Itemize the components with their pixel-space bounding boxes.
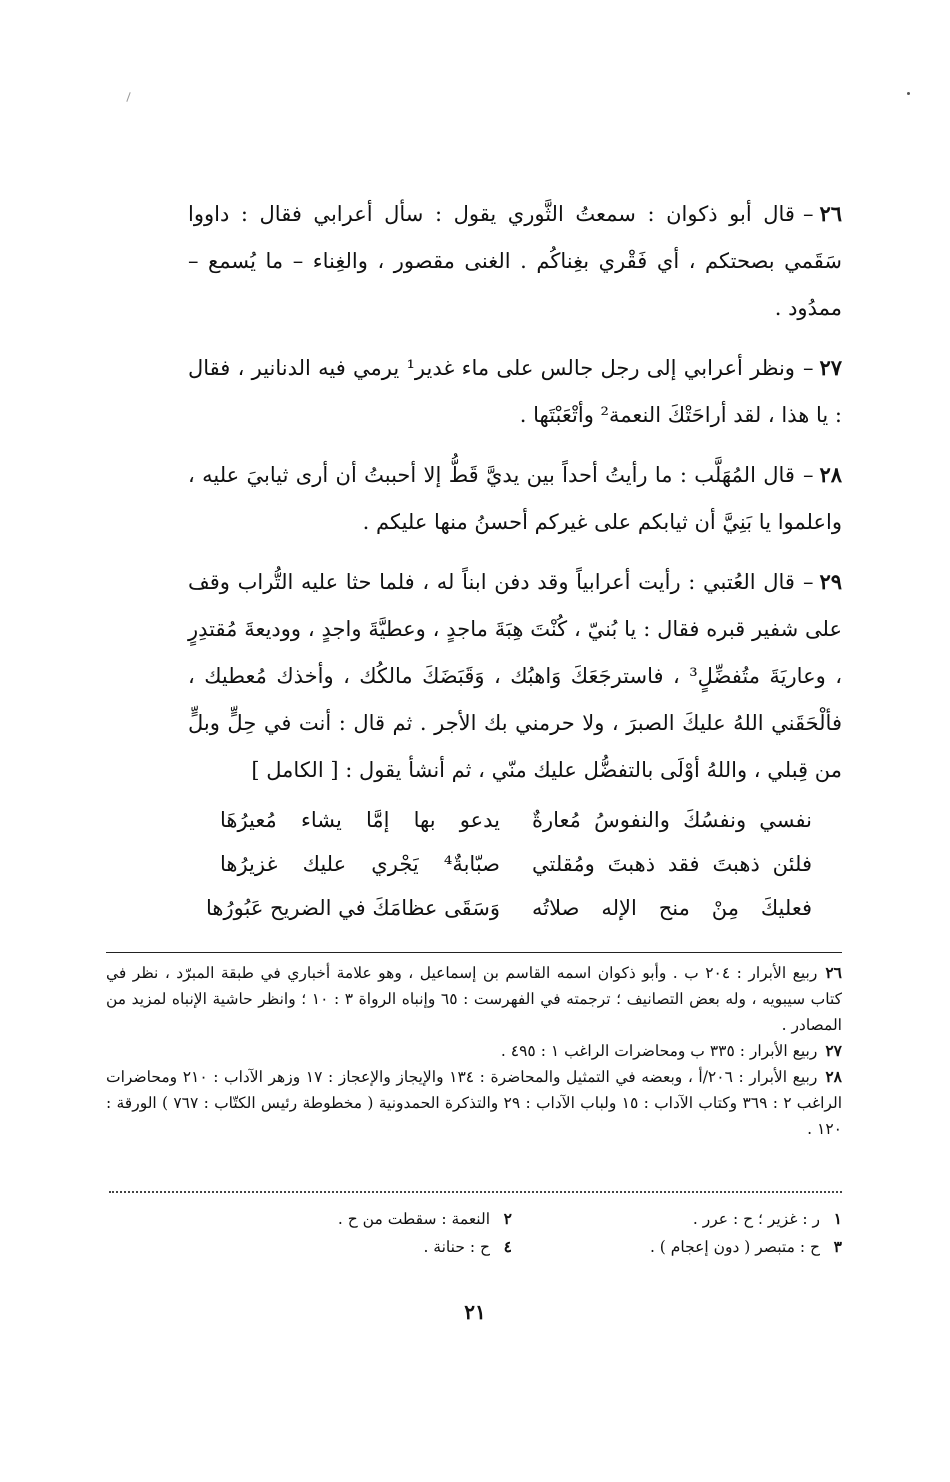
variant-row <box>106 1205 842 1233</box>
note-text: ربيع الأبرار : ٣٣٥ ب ومحاضرات الراغب ١ : ٤٩٥ . <box>500 1042 818 1060</box>
hemistich-second: وَسَقَى عظامَكَ في الضريح عَبُورُها <box>206 896 500 920</box>
paragraph-number: ٢٩ <box>819 569 842 594</box>
paragraph-27 <box>188 344 842 439</box>
scan-speck <box>907 92 910 95</box>
main-text <box>188 190 842 806</box>
hemistich-first: فعليكَ مِنْ منح الإله صلاتُه <box>532 896 812 920</box>
paragraph-text: قال أبو ذكوان : سمعتُ الثَّوري يقول : سأل أعرابي فقال : داووا سَقَمي بصحتكم ، أي فَقْري بغِناكُم . الغنى مقصور ، والغِناء – ما يُسمع – ممدُود . <box>188 202 842 320</box>
note-number: ٢٦ <box>825 963 842 982</box>
paragraph-number: ٢٦ <box>819 201 842 226</box>
variant-text: ر : غزير ؛ ح : عرر . <box>692 1210 820 1228</box>
poem-verse <box>206 886 812 930</box>
variant-number: ٤ <box>503 1237 512 1256</box>
variant-note <box>182 1205 512 1233</box>
poem <box>206 798 812 930</box>
variant-note <box>512 1233 842 1261</box>
paragraph-29 <box>188 558 842 794</box>
variant-row <box>106 1233 842 1261</box>
variant-notes <box>106 1205 842 1261</box>
note-text: ربيع الأبرار : ٢٠٦/أ ، وبعضه في التمثيل والمحاضرة : ١٣٤ والإيجاز والإعجاز : ١٧ وزهر الآداب : ٢١٠ ومحاضرات الراغب ٢ : ٣٦٩ وكتاب الآداب : ١٥ ولباب الآداب : ٢٩ والتذكرة الحمدونية ( مخطوطة رئيس الكتّاب : ٧٦٧ ) الورقة : ١٢٠ . <box>106 1068 843 1138</box>
hemistich-second: صبّابةٌ⁴ يَجْري عليك غزيرُها <box>220 852 500 876</box>
paragraph-dash: – <box>802 463 814 487</box>
variants-divider <box>109 1191 842 1193</box>
variant-text: ح : حنانة . <box>423 1238 490 1256</box>
paragraph-text: ونظر أعرابي إلى رجل جالس على ماء غدير¹ يرمي فيه الدنانير ، فقال : يا هذا ، لقد أراحَتْكَ النعمة² وأتْعَبْتَها . <box>188 356 842 427</box>
variant-number: ١ <box>833 1209 842 1228</box>
paragraph-28 <box>188 451 842 546</box>
hemistich-second: يدعو بها إمَّا يشاء مُعيرُهَا <box>220 808 500 832</box>
paragraph-26 <box>188 190 842 332</box>
variant-text: ح : متبصر ( دون إعجام ) . <box>649 1238 820 1256</box>
hemistich-first: فلئن ذهبتَ فقد ذهبتَ ومُقلتي <box>532 852 812 876</box>
source-note <box>106 1064 842 1142</box>
source-note <box>106 960 842 1038</box>
source-note <box>106 1038 842 1064</box>
variant-number: ٢ <box>503 1209 512 1228</box>
paragraph-dash: – <box>802 202 814 226</box>
paragraph-number: ٢٧ <box>819 355 843 380</box>
page-number: ٢١ <box>464 1300 486 1324</box>
source-notes <box>106 960 842 1142</box>
variant-number: ٣ <box>833 1237 842 1256</box>
paragraph-dash: – <box>802 356 814 380</box>
scan-speck <box>126 92 130 102</box>
paragraph-dash: – <box>802 570 814 594</box>
variant-text: النعمة : سقطت من ح . <box>337 1210 490 1228</box>
poem-verse <box>220 798 812 842</box>
footnote-divider <box>106 952 842 953</box>
hemistich-first: نفسي ونفسُكَ والنفوسُ مُعارةٌ <box>532 808 812 832</box>
paragraph-text: قال المُهَلَّب : ما رأيتُ أحداً بين يديَّ قَطُّ إلا أحببتُ أن أرى ثيابيَ عليه ، واعلموا يا بَنِيَّ أن ثيابكم على غيركم أحسنُ منها عليكم . <box>188 463 842 534</box>
note-number: ٢٨ <box>825 1067 842 1086</box>
variant-note <box>512 1205 842 1233</box>
variant-note <box>182 1233 512 1261</box>
paragraph-text: قال العُتبي : رأيت أعرابياً وقد دفن ابناً له ، فلما حثا عليه التُّراب وقف على شفير قبره فقال : يا بُنيّ ، كُنْتَ هِبَةَ ماجدٍ ، وعطيَّةَ واجدٍ ، ووديعةَ مُقتدِرٍ ، وعاريَةَ متُفضِّلٍ³ ، فاسترجَعَكَ وَاهبُك ، وَقَبَضَكَ مالكُك ، وأخذك مُعطيك ، فألْحَقَني اللهُ عليكَ الصبرَ ، ولا حرمني بك الأجر . ثم قال : أنت في حِلٍّ وبلٍّ من قِبلي ، واللهُ أوْلَى بالتفضُّل عليك منّي ، ثم أنشأ يقول : [ الكامل ] <box>188 570 842 782</box>
poem-verse <box>220 842 812 886</box>
paragraph-number: ٢٨ <box>819 462 842 487</box>
note-number: ٢٧ <box>825 1041 842 1060</box>
note-text: ربيع الأبرار : ٢٠٤ ب . وأبو ذكوان اسمه القاسم بن إسماعيل ، وهو علامة أخباري في طبقة المبرّد ، نظر في كتاب سيبويه ، وله بعض التصانيف ؛ ترجمته في الفهرست : ٦٥ وإنباه الرواة ٣ : ١٠ ؛ وانظر حاشية الإنباه لمزيد من المصادر . <box>106 964 842 1034</box>
